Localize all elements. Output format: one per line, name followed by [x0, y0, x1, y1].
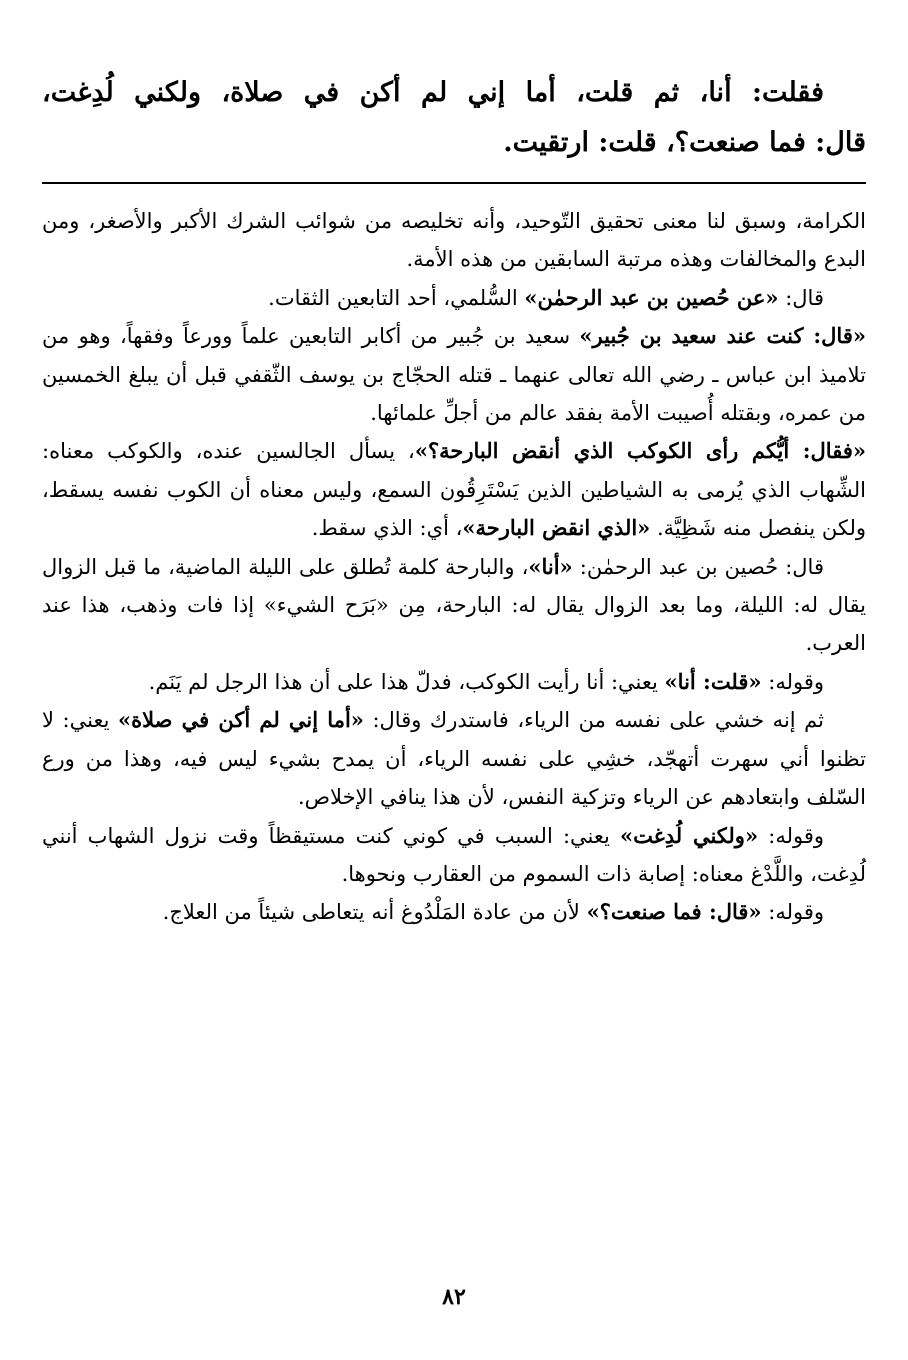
paragraph-text: يعني: أنا رأيت الكوكب، فدلّ هذا على أن هذا الرجل لم يَنَم. — [148, 669, 665, 694]
paragraph-text: ، يسأل الجالسين عنده، والكوكب معناه: الشِّهاب الذي يُرمى به الشياطين الذين يَسْتَرِقُون السمع، وليس معناه أن الكوب نفسه يسقط، ولكن ينفصل منه شَظِيَّة. — [42, 439, 866, 541]
hadith-line: فقلت: أنا، ثم قلت، أما إني لم أكن في صلاة، ولكني لُدِغت، — [42, 77, 824, 108]
quoted-text: «قال: كنت عند سعيد بن جُبير» — [579, 323, 866, 349]
paragraph-lead: قال: حُصين بن عبد الرحمٰن: — [572, 554, 824, 579]
paragraph-text: ، أي: الذي سقط. — [311, 516, 463, 541]
paragraph — [42, 432, 866, 547]
paragraph-text: لأن من عادة المَلْدُوغ أنه يتعاطى شيئاً من العلاج. — [162, 900, 587, 925]
quoted-text: «قلت: أنا» — [664, 668, 762, 694]
paragraph — [42, 279, 866, 317]
separator-line — [42, 182, 866, 184]
quoted-text: «أما إني لم أكن في صلاة» — [117, 707, 364, 733]
paragraph-lead: وقوله: — [761, 900, 824, 925]
paragraph-text: السُّلمي، أحد التابعين الثقات. — [268, 285, 525, 310]
paragraph-lead: ثم إنه خشي على نفسه من الرياء، فاستدرك وقال: — [363, 708, 824, 733]
paragraph — [42, 202, 866, 279]
commentary-body — [42, 202, 866, 932]
paragraph-lead: قال: — [778, 285, 824, 310]
hadith-line: قال: فما صنعت؟، قلت: ارتقيت. — [503, 127, 866, 158]
paragraph-text: يعني: السبب في كوني كنت مستيقظاً وقت نزول الشهاب أنني لُدِغت، واللَّدْغ معناه: إصابة ذات السموم من العقارب ونحوها. — [42, 823, 866, 886]
paragraph — [42, 548, 866, 663]
quoted-text: «أنا» — [528, 553, 573, 579]
paragraph-text: سعيد بن جُبير من أكابر التابعين علماً وورعاً وفقهاً، وهو من تلاميذ ابن عباس ـ رضي الله تعالى عنهما ـ قتله الحجّاج بن يوسف الثّقفي قبل أن يبلغ الخمسين من عمره، وبقتله أُصيبت الأمة بفقد عالم من أجلِّ علمائها. — [42, 324, 866, 426]
paragraph — [42, 701, 866, 816]
paragraph-text: الكرامة، وسبق لنا معنى تحقيق التّوحيد، وأنه تخليصه من شوائب الشرك الأكبر والأصغر، ومن البدع والمخالفات وهذه مرتبة السابقين من هذه الأمة. — [42, 209, 866, 272]
paragraph-text: ، والبارحة كلمة تُطلق على الليلة الماضية، ما قبل الزوال يقال له: الليلة، وما بعد الزوال يقال له: البارحة، مِن «بَرَح الشيء» إذا فات وذهب، هذا عند العرب. — [42, 554, 866, 656]
paragraph — [42, 893, 866, 931]
paragraph — [42, 663, 866, 701]
page-number: ٨٢ — [442, 1284, 466, 1310]
paragraph-lead: وقوله: — [758, 823, 825, 848]
quoted-text: «الذي انقض البارحة» — [462, 515, 651, 541]
paragraph-lead: وقوله: — [761, 669, 824, 694]
paragraph — [42, 317, 866, 432]
quoted-text: «عن حُصين بن عبد الرحمٰن» — [524, 284, 779, 310]
quoted-text: «قال: فما صنعت؟» — [586, 899, 762, 925]
quoted-text: «ولكني لُدِغت» — [620, 822, 759, 848]
hadith-text — [42, 68, 866, 168]
paragraph-text: يعني: لا تظنوا أني سهرت أتهجّد، خشِي على نفسه الرياء، أن يمدح بشيء ليس فيه، وهذا من ورع السّلف وابتعادهم عن الرياء وتزكية النفس، لأن هذا ينافي الإخلاص. — [42, 708, 866, 810]
paragraph — [42, 817, 866, 894]
quoted-text: «فقال: أيُّكم رأى الكوكب الذي أنقض البارحة؟» — [414, 438, 866, 464]
